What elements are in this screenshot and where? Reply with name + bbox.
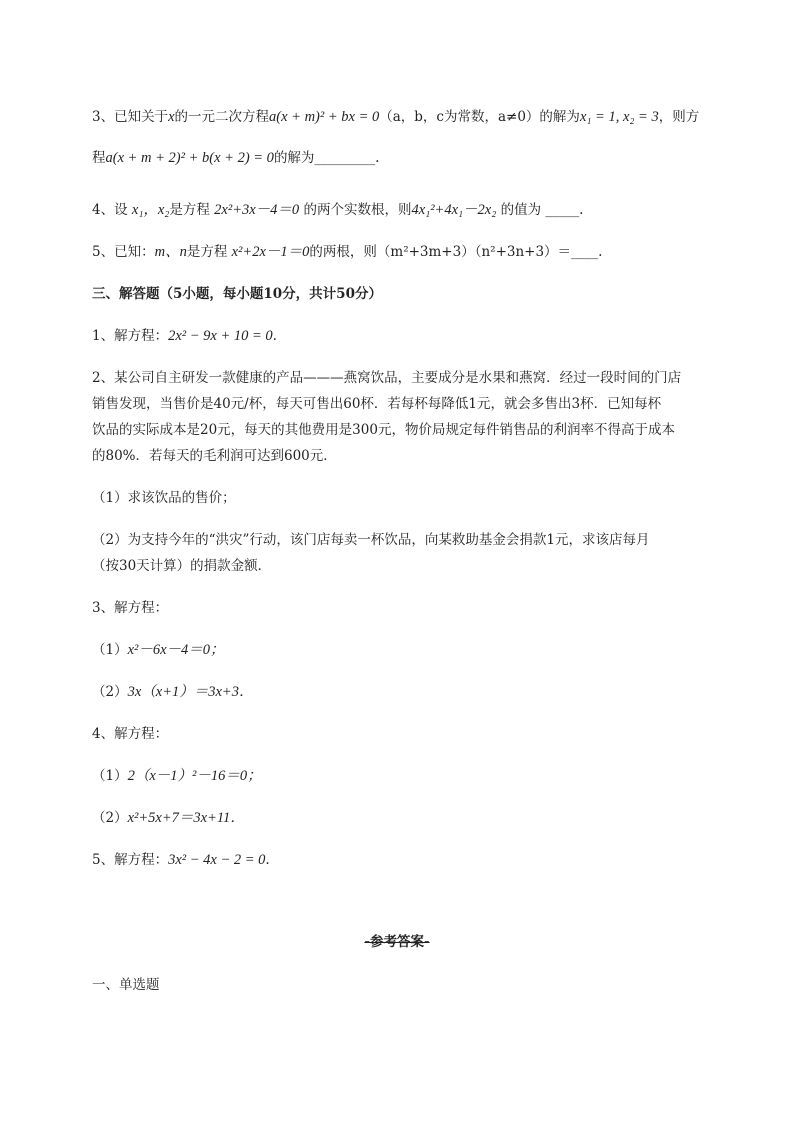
section-3-heading: 三、解答题（5小题，每小题10分，共计50分） (92, 286, 382, 302)
answer-blank: _____. (545, 202, 584, 218)
problem-3-part-2 (92, 682, 253, 702)
period: . (272, 328, 277, 344)
problem-3-part-1 (92, 640, 225, 660)
answers-section-1: 一、单选题 (92, 977, 160, 993)
problem-1 (92, 326, 277, 346)
problem-2-part-1: （1）求该饮品的售价； (92, 490, 236, 506)
question-3-text: 3、已知关于 (92, 109, 169, 125)
equation: 2x²+3x－4＝0 (214, 202, 300, 218)
problem-2-line-3: 饮品的实际成本是20元，每天的其他费用是300元，物价局规定每件销售品的利润率不得高于成本 (92, 422, 675, 438)
answer-blank: 的解为_________. (273, 150, 380, 166)
answers-title: -参考答案- (364, 934, 430, 950)
question-3-text: 程 (92, 150, 106, 166)
solutions: x₁ = 1, x₂ = 3 (579, 109, 659, 125)
problem-1-equation: 2x² − 9x + 10 = 0 (168, 328, 273, 344)
part-label: （1） (92, 642, 128, 658)
problem-2-line-1: 2、某公司自主研发一款健康的产品———燕窝饮品，主要成分是水果和燕窝．经过一段时间的门店 (92, 370, 682, 386)
question-4-text: 的值为 (500, 202, 542, 218)
expression: 4x₁²+4x₁－2x₂ (411, 202, 497, 218)
problem-3-equation-1: x²－6x－4＝0； (127, 642, 225, 658)
question-4-text: 4、设 (92, 202, 128, 218)
equation-1: a(x + m)² + bx = 0 (269, 109, 380, 125)
question-4 (92, 200, 583, 220)
problem-2-part-2-line-1: （2）为支持今年的“洪灾”行动，该门店每卖一杯饮品，向某救助基金会捐款1元，求该店每月 (92, 532, 650, 548)
variable-x: x (168, 109, 175, 125)
question-3-text: 的一元二次方程 (174, 109, 270, 125)
problem-2-part-2-line-2: （按30天计算）的捐款金额． (92, 558, 272, 574)
question-4-text: 的两个实数根，则 (303, 202, 412, 218)
question-3-line-1 (92, 107, 699, 127)
question-5-text: 5、已知： (92, 244, 155, 260)
problem-5-text: 5、解方程： (92, 852, 169, 868)
question-4-text: 是方程 (169, 202, 210, 218)
problem-4-part-1 (92, 766, 262, 786)
variables: m、n (154, 244, 187, 260)
answer-blank: ____. (571, 244, 603, 260)
problem-4: 4、解方程： (92, 726, 169, 742)
equation: x²+2x－1＝0 (231, 244, 310, 260)
problem-4-equation-1: 2（x－1）²－16＝0； (127, 768, 262, 784)
question-5-text: 是方程 (186, 244, 228, 260)
part-label: （1） (92, 768, 128, 784)
equation-2: a(x + m + 2)² + b(x + 2) = 0 (105, 150, 274, 166)
variables: x₁，x₂ (131, 202, 170, 218)
problem-2-line-4: 的80%．若每天的毛利润可达到600元． (92, 448, 337, 464)
problem-5 (92, 850, 270, 870)
question-5 (92, 242, 602, 262)
part-label: （2） (92, 810, 128, 826)
answers-title-row (0, 932, 794, 952)
problem-3-equation-2: 3x（x+1）＝3x+3． (127, 684, 254, 700)
problem-3: 3、解方程： (92, 600, 169, 616)
part-label: （2） (92, 684, 128, 700)
question-3-text: ，则方 (658, 109, 700, 125)
problem-1-text: 1、解方程： (92, 328, 169, 344)
question-3-conditions: （a，b，c为常数，a≠0）的解为 (379, 109, 580, 125)
question-5-text: 的两根，则（m²+3m+3）（n²+3n+3）＝ (309, 244, 572, 260)
problem-4-equation-2: x²+5x+7＝3x+11． (127, 810, 245, 826)
question-3-line-2 (92, 148, 379, 168)
problem-2-line-2: 销售发现，当售价是40元/杯，每天可售出60杯．若每杯每降低1元，就会多售出3杯．已知每杯 (92, 396, 662, 412)
problem-5-equation: 3x² − 4x − 2 = 0 (168, 852, 266, 868)
period: . (265, 852, 270, 868)
problem-4-part-2 (92, 808, 245, 828)
